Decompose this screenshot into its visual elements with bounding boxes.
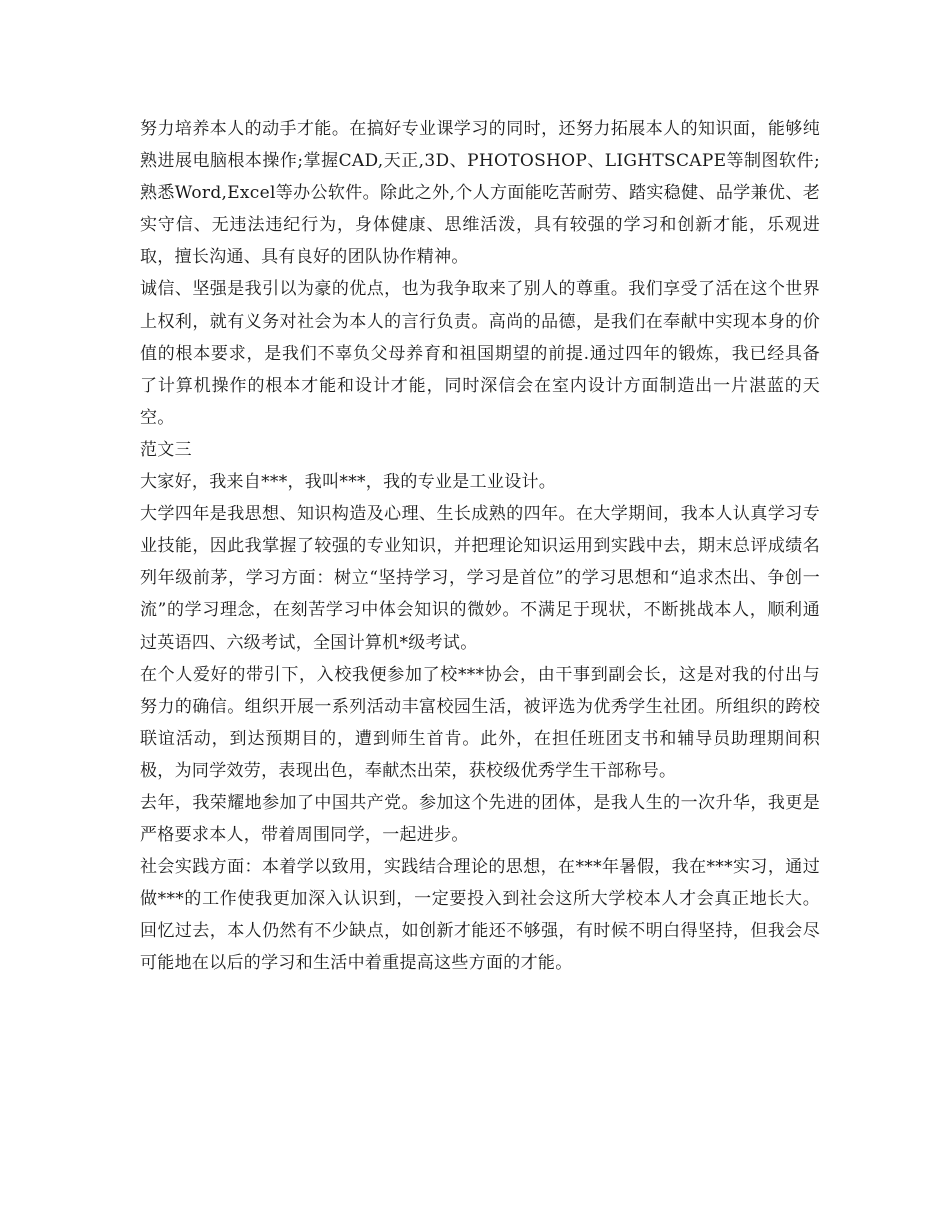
paragraph-integrity: 诚信、坚强是我引以为豪的优点，也为我争取来了别人的尊重。我们享受了活在这个世界上权利，就有义务对社会为本人的言行负责。高尚的品德，是我们在奉献中实现本身的价值的根本要求，是我们不辜负父母养育和祖国期望的前提.通过四年的锻炼，我已经具备了计算机操作的根本才能和设计才能，同时深信会在室内设计方面制造出一片湛蓝的天空。 (140, 279, 820, 428)
section-heading-sample-three: 范文三 (140, 439, 192, 460)
document-body (140, 113, 820, 980)
paragraph-party: 去年，我荣耀地参加了中国共产党。参加这个先进的团体，是我人生的一次升华，我更是严格要求本人，带着周围同学，一起进步。 (140, 792, 820, 846)
paragraph-association: 在个人爱好的带引下，入校我便参加了校***协会，由干事到副会长，这是对我的付出与努力的确信。组织开展一系列活动丰富校园生活，被评选为优秀学生社团。所组织的跨校联谊活动，到达预期目的，遭到师生首肯。此外，在担任班团支书和辅导员助理期间积极，为同学效劳，表现出色，奉献杰出荣，获校级优秀学生干部称号。 (140, 664, 820, 781)
paragraph-greeting: 大家好，我来自***，我叫***，我的专业是工业设计。 (140, 472, 557, 493)
paragraph-university-study: 大学四年是我思想、知识构造及心理、生长成熟的四年。在大学期间，我本人认真学习专业技能，因此我掌握了较强的专业知识，并把理论知识运用到实践中去，期末总评成绩名列年级前茅，学习方面：树立“坚持学习，学习是首位”的学习思想和“追求杰出、争创一流”的学习理念，在刻苦学习中体会知识的微妙。不满足于现状，不断挑战本人，顺利通过英语四、六级考试，全国计算机*级考试。 (140, 504, 820, 653)
paragraph-skills: 努力培养本人的动手才能。在搞好专业课学习的同时，还努力拓展本人的知识面，能够纯熟进展电脑根本操作;掌握CAD,天正,3D、PHOTOSHOP、LIGHTSCAPE等制图软件;熟悉Word,Excel等办公软件。除此之外,个人方面能吃苦耐劳、踏实稳健、品学兼优、老实守信、无违法违纪行为，身体健康、思维活泼，具有较强的学习和创新才能，乐观进取，擅长沟通、具有良好的团队协作精神。 (140, 119, 820, 268)
paragraph-social-practice: 社会实践方面：本着学以致用，实践结合理论的思想，在***年暑假，我在***实习，通过做***的工作使我更加深入认识到，一定要投入到社会这所大学校本人才会真正地长大。回忆过去，本人仍然有不少缺点，如创新才能还不够强，有时候不明白得坚持，但我会尽可能地在以后的学习和生活中着重提高这些方面的才能。 (140, 857, 820, 974)
